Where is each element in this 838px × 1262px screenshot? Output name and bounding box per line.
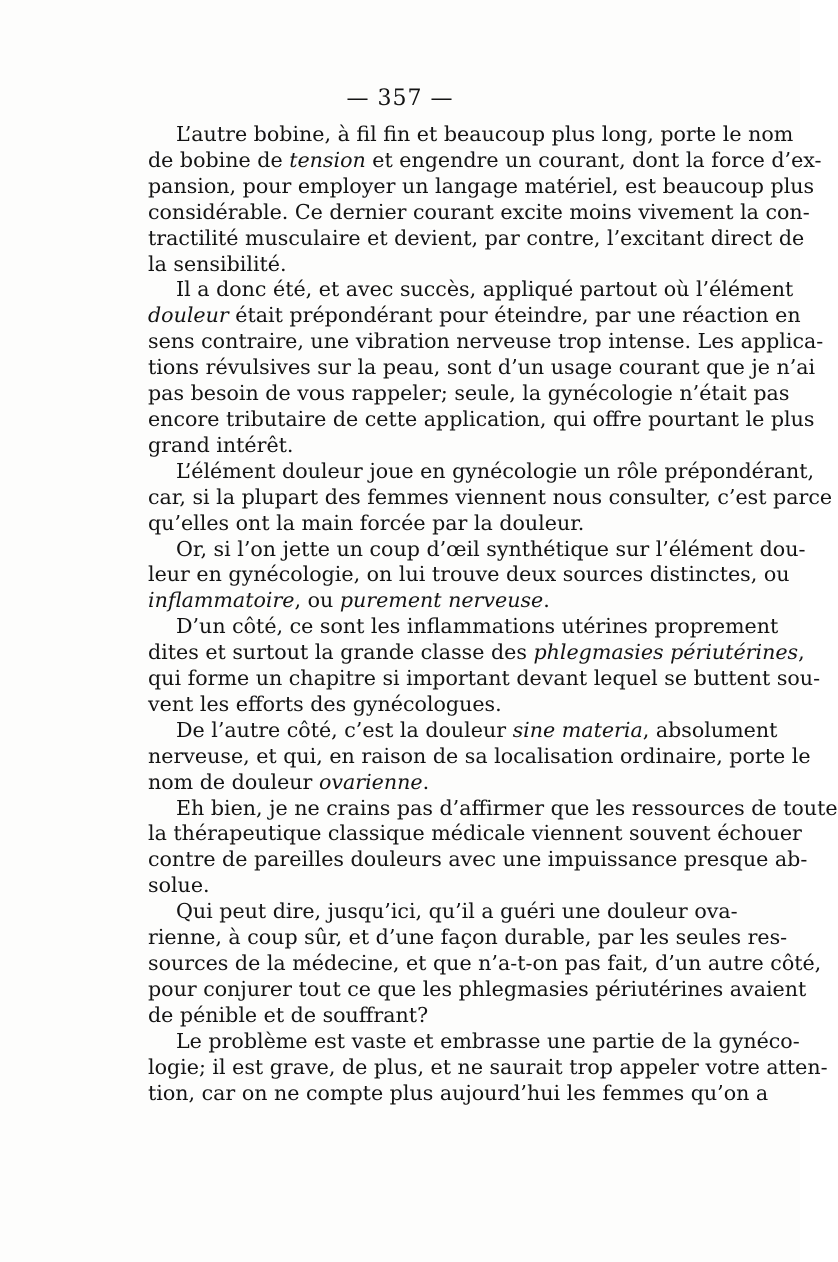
text-line: leur en gynécologie, on lui trouve deux sources distinctes, ou	[148, 562, 790, 587]
text-line: Il a donc été, et avec succès, appliqué partout où l’élément	[176, 277, 794, 302]
text-line: tion, car on ne compte plus aujourd’hui les femmes qu’on a	[148, 1080, 769, 1105]
text-line: qui forme un chapitre si important devant lequel se buttent sou-	[148, 666, 821, 691]
text-line: la thérapeutique classique médicale viennent souvent échouer	[148, 821, 802, 846]
text-line: pansion, pour employer un langage matériel, est beaucoup plus	[148, 173, 815, 198]
text-line: logie; il est grave, de plus, et ne saurait trop appeler votre atten-	[148, 1054, 828, 1079]
text-line: Qui peut dire, jusqu’ici, qu’il a guéri une douleur ova-	[176, 899, 738, 924]
text-line: encore tributaire de cette application, qui offre pourtant le plus	[148, 406, 815, 431]
text-line: L’élément douleur joue en gynécologie un rôle prépondérant,	[176, 458, 815, 483]
text-line: douleur était prépondérant pour éteindre, par une réaction en	[148, 303, 801, 328]
text-line: contre de pareilles douleurs avec une impuissance presque ab-	[148, 847, 808, 872]
text-line: de bobine de tension et engendre un courant, dont la force d’ex-	[148, 147, 822, 172]
text-line: Le problème est vaste et embrasse une partie de la gynéco-	[176, 1028, 800, 1053]
text-line: grand intérêt.	[148, 432, 294, 457]
text-line: De l’autre côté, c’est la douleur sine materia, absolument	[176, 717, 778, 742]
body-text	[120, 122, 838, 1106]
text-line: solue.	[148, 873, 210, 898]
paragraph-2	[120, 277, 824, 458]
text-line: sources de la médecine, et que n’a-t-on pas fait, d’un autre côté,	[148, 951, 822, 975]
paragraph-4	[120, 536, 806, 615]
text-line: la sensibilité.	[148, 251, 287, 276]
paragraph-7	[120, 795, 838, 900]
text-line: pour conjurer tout ce que les phlegmasies périutérines avaient	[148, 976, 807, 1001]
text-line: tions révulsives sur la peau, sont d’un usage courant que je n’ai	[148, 355, 816, 380]
text-line: inflammatoire, ou purement nerveuse.	[148, 588, 550, 613]
text-line: sens contraire, une vibration nerveuse trop intense. Les applica-	[148, 329, 824, 354]
text-line: Eh bien, je ne crains pas d’affirmer que les ressources de toute	[176, 795, 838, 820]
text-line: considérable. Ce dernier courant excite moins vivement la con-	[148, 199, 810, 224]
text-line: nom de douleur ovarienne.	[148, 769, 430, 794]
text-line: D’un côté, ce sont les inflammations utérines proprement	[176, 614, 779, 639]
text-line: tractilité musculaire et devient, par contre, l’excitant direct de	[148, 225, 805, 250]
paragraph-3	[120, 458, 833, 537]
text-line: de pénible et de souffrant?	[148, 1002, 429, 1027]
text-line: nerveuse, et qui, en raison de sa localisation ordinaire, porte le	[148, 743, 811, 768]
paragraph-5	[120, 614, 821, 718]
text-line: vent les efforts des gynécologues.	[148, 691, 502, 716]
paragraph-9	[120, 1028, 828, 1107]
text-line: dites et surtout la grande classe des phlegmasies périutérines,	[148, 640, 805, 665]
text-line: L’autre bobine, à fil fin et beaucoup plus long, porte le nom	[176, 122, 794, 146]
text-line: Or, si l’on jette un coup d’œil synthétique sur l’élément dou-	[176, 536, 806, 561]
paragraph-1	[120, 122, 822, 277]
text-line: car, si la plupart des femmes viennent nous consulter, c’est parce	[148, 484, 833, 509]
paragraph-6	[120, 717, 811, 796]
page-number: — 357 —	[346, 86, 454, 111]
paragraph-8	[120, 899, 822, 1029]
text-line: rienne, à coup sûr, et d’une façon durable, par les seules res-	[148, 925, 788, 950]
text-line: pas besoin de vous rappeler; seule, la gynécologie n’était pas	[148, 381, 790, 406]
text-line: qu’elles ont la main forcée par la douleur.	[148, 510, 585, 535]
